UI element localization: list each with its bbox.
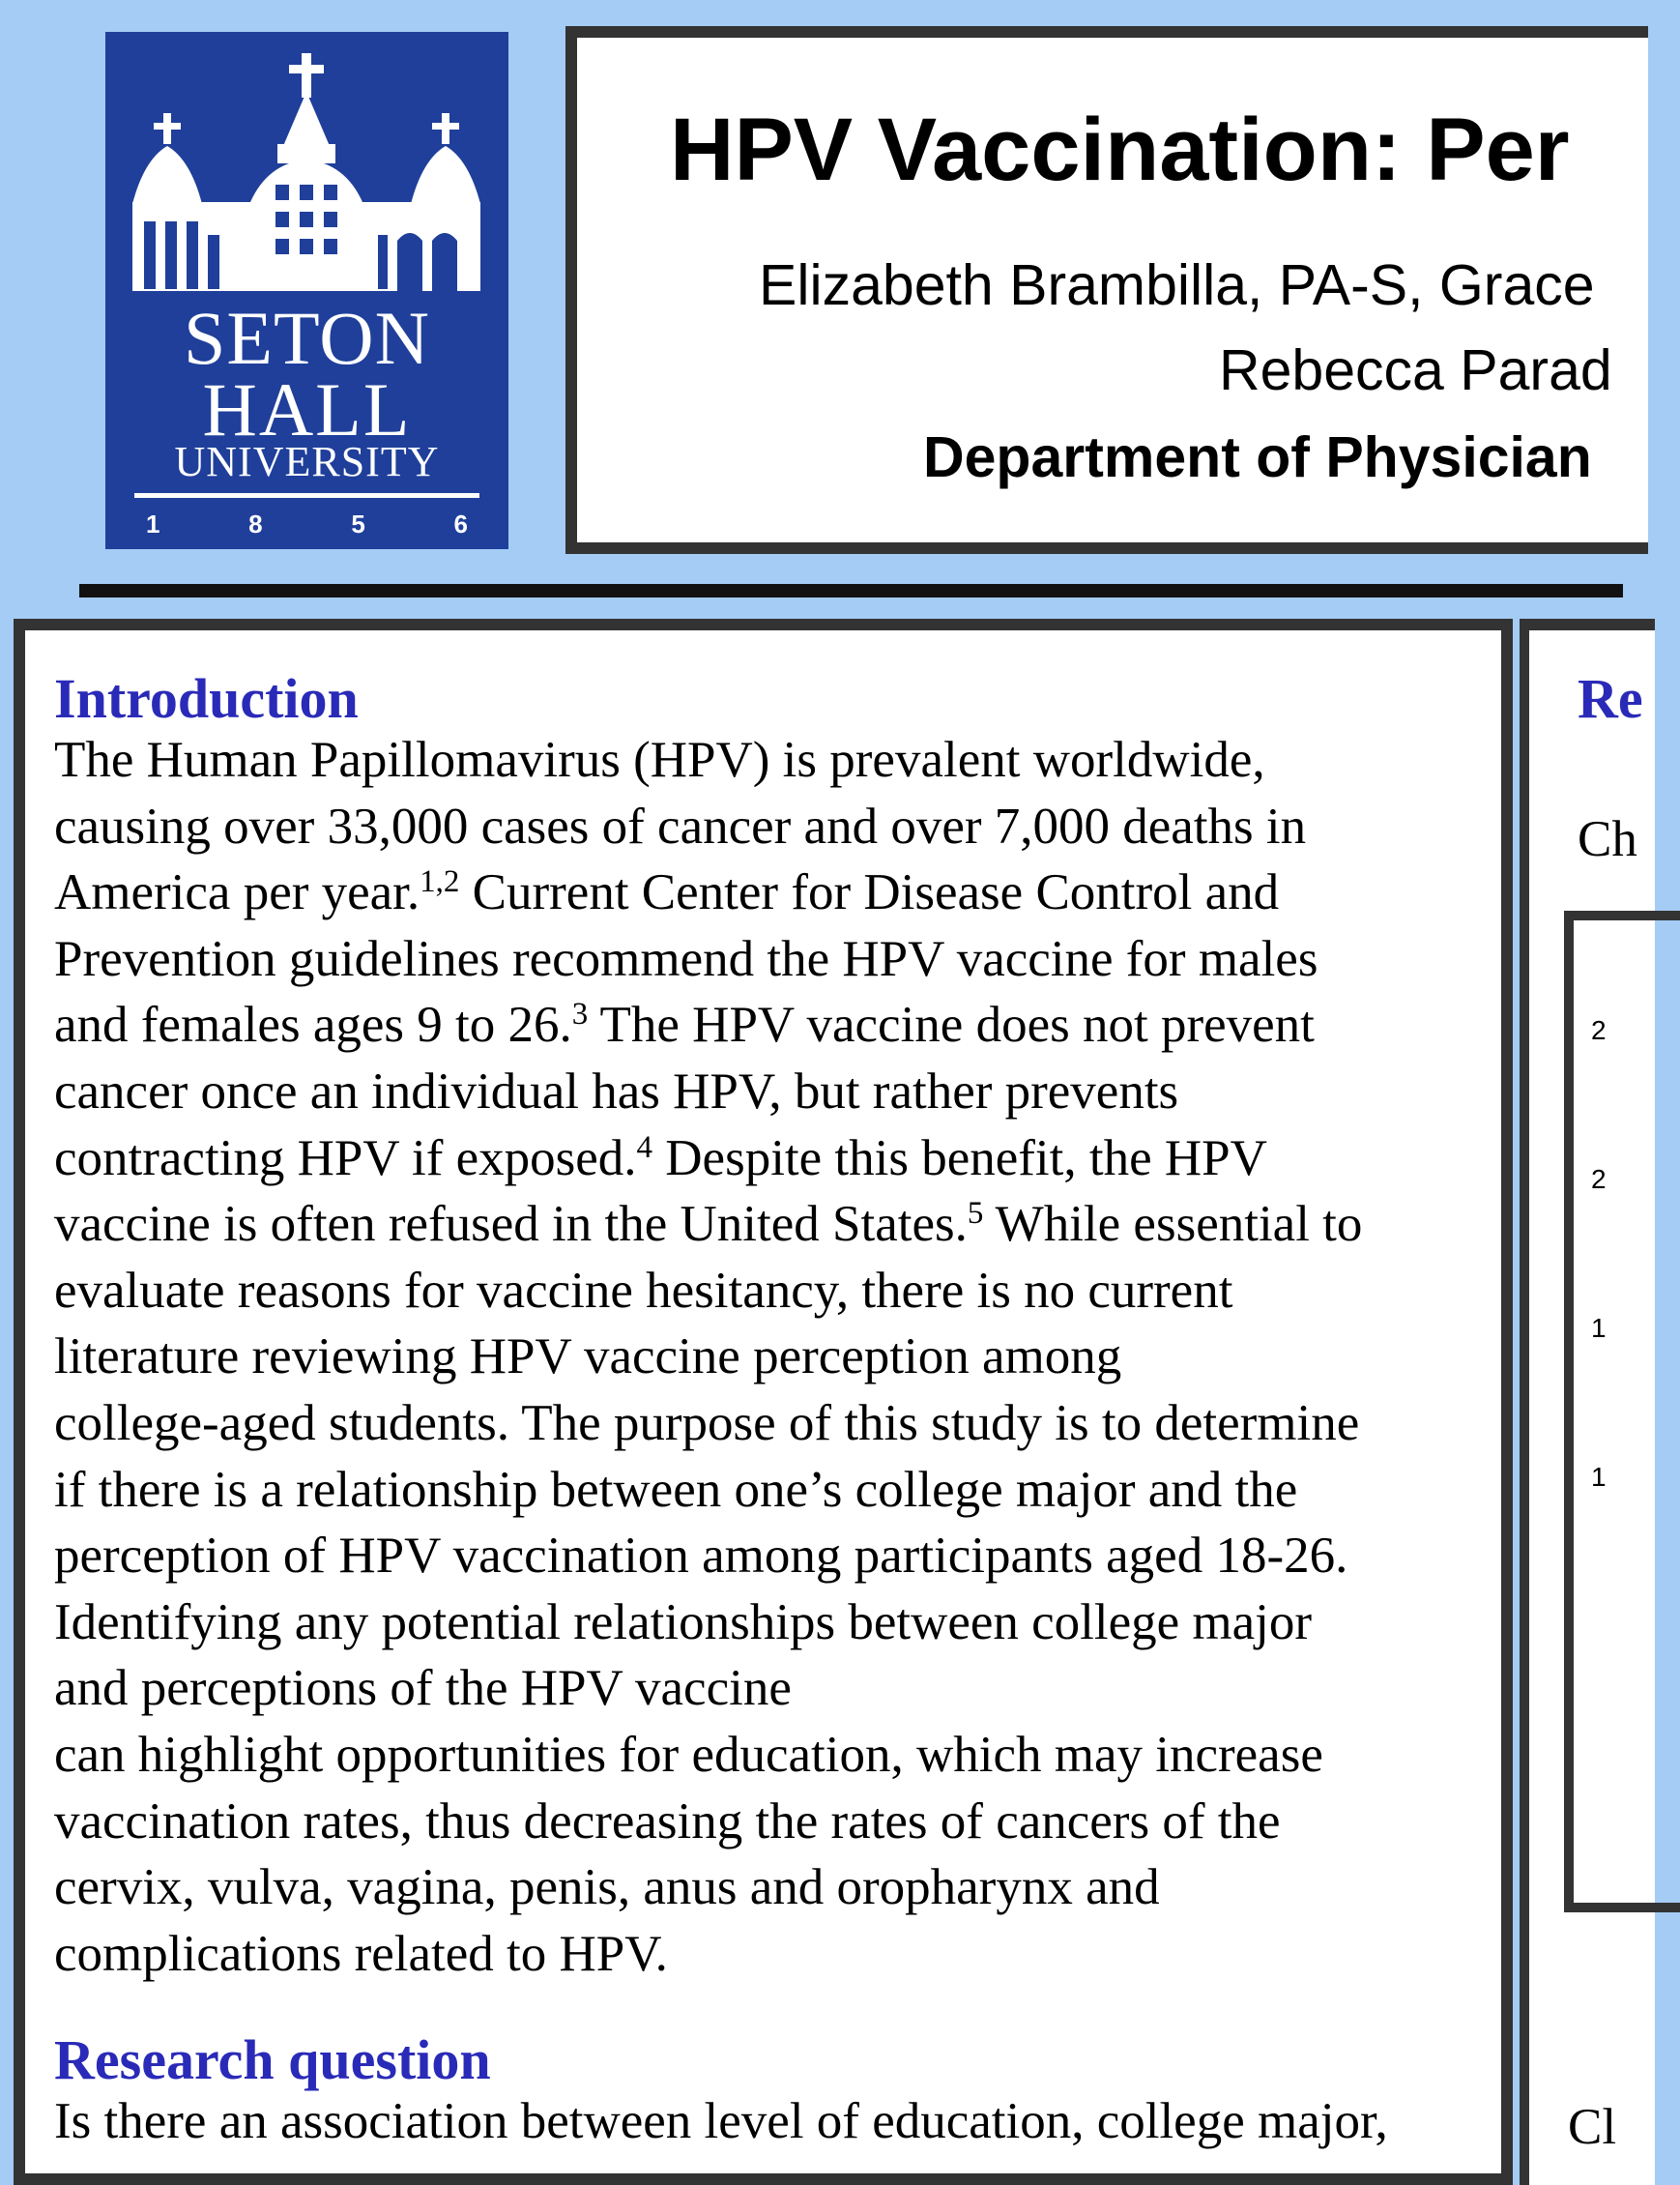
text-line xyxy=(54,727,1362,794)
logo-wordmark-line3: UNIVERSITY xyxy=(174,438,440,485)
results-footer-text: Cl xyxy=(1568,2099,1617,2155)
text-segment: literature reviewing HPV vaccine perception among xyxy=(54,1328,1122,1385)
text-segment: vaccination rates, thus decreasing the rates of cancers of the xyxy=(54,1792,1281,1850)
text-line xyxy=(54,1655,1362,1722)
citation-superscript: 1,2 xyxy=(420,864,460,900)
text-segment: and females ages 9 to 26. xyxy=(54,997,572,1054)
text-line xyxy=(54,1457,1362,1524)
chart-tick-label: 2 xyxy=(1591,1164,1607,1194)
introduction-heading: Introduction xyxy=(54,667,359,730)
text-segment: America per year. xyxy=(54,864,420,921)
text-segment: evaluate reasons for vaccine hesitancy, there is no current xyxy=(54,1262,1233,1319)
logo-year-digit: 6 xyxy=(453,510,468,539)
department-name: Department of Physician xyxy=(923,425,1592,489)
right-column-panel xyxy=(1520,619,1655,2185)
text-line xyxy=(54,1390,1362,1457)
text-line xyxy=(54,1589,1362,1656)
authors-line-2: Rebecca Parad xyxy=(1219,338,1612,402)
text-line xyxy=(54,859,1362,926)
university-logo xyxy=(105,32,508,549)
text-segment: While essential to xyxy=(983,1196,1363,1253)
text-line xyxy=(54,1722,1362,1789)
text-line xyxy=(54,1191,1362,1258)
research-question-body xyxy=(54,2088,1388,2155)
introduction-body xyxy=(54,727,1362,1987)
logo-wordmark-line1: SETON xyxy=(184,296,430,380)
text-segment: Identifying any potential relationships between college major xyxy=(54,1593,1313,1650)
text-line xyxy=(54,1854,1362,1921)
text-segment: cervix, vulva, vagina, penis, anus and oropharynx and xyxy=(54,1859,1160,1916)
text-line xyxy=(54,1523,1362,1589)
text-segment: vaccine is often refused in the United States. xyxy=(54,1196,968,1253)
text-segment: Is there an association between level of education, college major, xyxy=(54,2093,1388,2149)
logo-divider xyxy=(134,493,479,498)
results-heading: Re xyxy=(1578,667,1643,730)
text-line xyxy=(54,926,1362,993)
citation-superscript: 3 xyxy=(571,997,589,1033)
chart-tick-label: 1 xyxy=(1591,1313,1607,1343)
logo-year-digit: 5 xyxy=(351,510,365,539)
chart-tick-label: 1 xyxy=(1591,1462,1607,1492)
text-line xyxy=(54,794,1362,860)
logo-wordmark-line2: HALL xyxy=(202,367,412,452)
text-line xyxy=(54,1921,1362,1988)
header-divider xyxy=(79,584,1623,597)
citation-superscript: 5 xyxy=(967,1196,984,1232)
text-line xyxy=(54,1125,1362,1192)
text-line xyxy=(54,1059,1362,1125)
text-segment: The HPV vaccine does not prevent xyxy=(588,997,1315,1054)
text-segment: college-aged students. The purpose of this study is to determine xyxy=(54,1394,1360,1451)
text-segment: can highlight opportunities for education, which may increase xyxy=(54,1726,1323,1783)
text-line xyxy=(54,1324,1362,1390)
text-segment: The Human Papillomavirus (HPV) is prevalent worldwide, xyxy=(54,732,1265,788)
text-segment: perception of HPV vaccination among participants aged 18-26. xyxy=(54,1528,1348,1585)
text-line xyxy=(54,1258,1362,1325)
text-segment: causing over 33,000 cases of cancer and over 7,000 deaths in xyxy=(54,798,1307,855)
results-subtext: Ch xyxy=(1578,811,1637,867)
chart-tick-label: 2 xyxy=(1591,1015,1607,1045)
text-line xyxy=(54,1789,1362,1855)
logo-year xyxy=(134,510,479,539)
text-segment: cancer once an individual has HPV, but rather prevents xyxy=(54,1063,1179,1120)
text-segment: complications related to HPV. xyxy=(54,1925,668,1982)
title-banner xyxy=(565,26,1648,554)
text-segment: and perceptions of the HPV vaccine xyxy=(54,1660,792,1717)
logo-year-digit: 8 xyxy=(248,510,263,539)
text-line xyxy=(54,2088,1388,2155)
citation-superscript: 4 xyxy=(636,1129,653,1165)
text-segment: if there is a relationship between one’s college major and the xyxy=(54,1461,1298,1518)
text-segment: contracting HPV if exposed. xyxy=(54,1129,637,1186)
church-building-icon xyxy=(105,32,508,293)
poster-title: HPV Vaccination: Per xyxy=(670,101,1570,199)
left-column-panel xyxy=(14,619,1513,2185)
results-chart-frame xyxy=(1564,911,1680,1912)
text-segment: Despite this benefit, the HPV xyxy=(652,1129,1267,1186)
text-line xyxy=(54,992,1362,1059)
authors-line-1: Elizabeth Brambilla, PA-S, Grace xyxy=(759,253,1595,317)
logo-year-digit: 1 xyxy=(146,510,160,539)
research-question-heading: Research question xyxy=(54,2028,491,2091)
text-segment: Current Center for Disease Control and xyxy=(459,864,1280,921)
text-segment: Prevention guidelines recommend the HPV vaccine for males xyxy=(54,930,1318,987)
